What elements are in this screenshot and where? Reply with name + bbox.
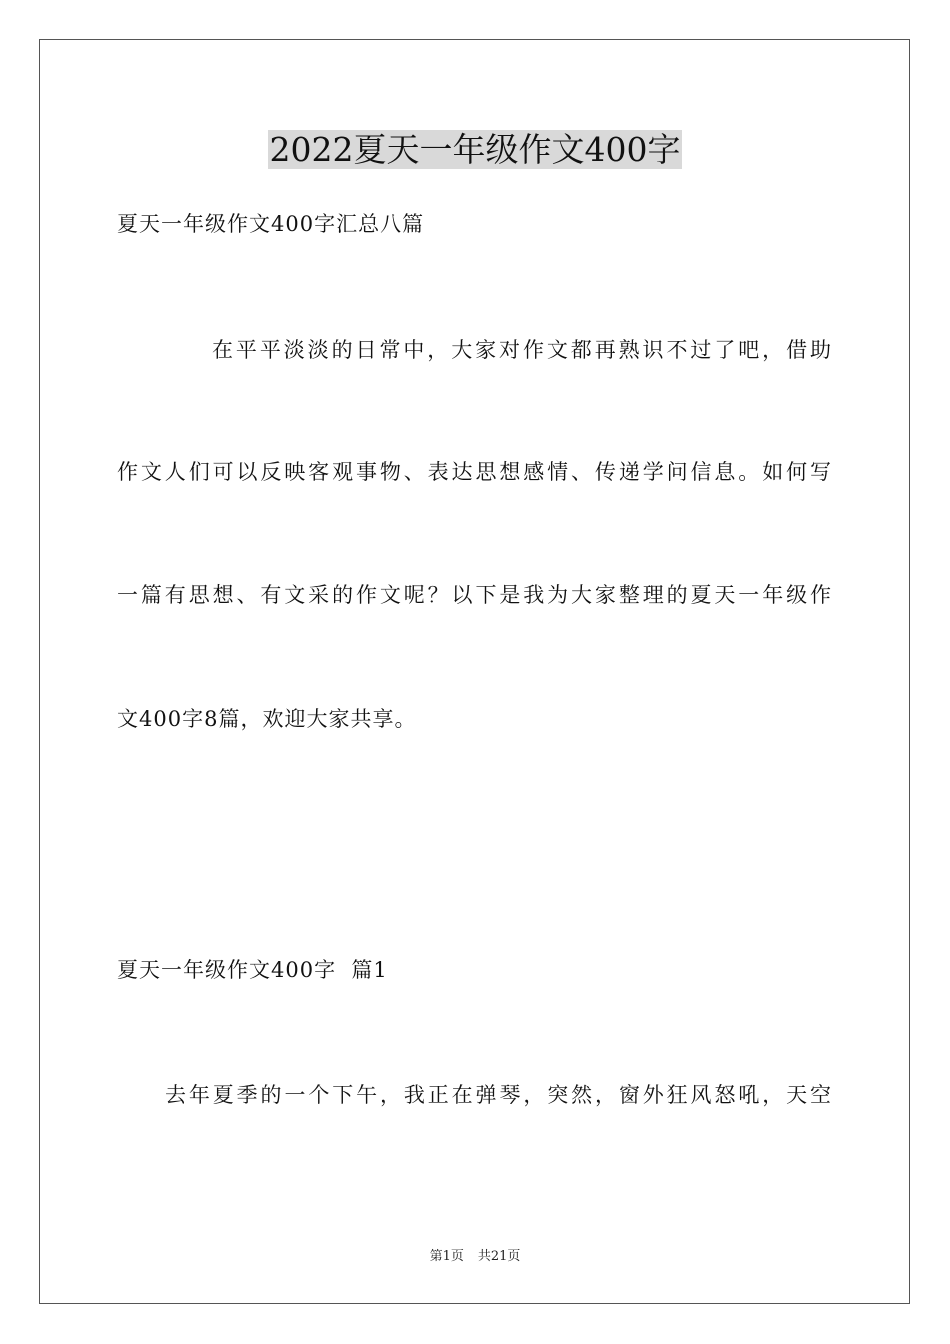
page-number-current: 第1页 [429, 1249, 464, 1264]
intro-line-4: 文400字8篇，欢迎大家共享。 [117, 707, 417, 731]
intro-line-3: 一篇有思想、有文采的作文呢？以下是我为大家整理的夏天一年级作 [117, 583, 831, 607]
intro-line-2: 作文人们可以反映客观事物、表达思想感情、传递学问信息。如何写 [117, 460, 831, 484]
section-paragraph-line-1: 去年夏季的一个下午，我正在弹琴，突然，窗外狂风怒吼，天空 [165, 1083, 831, 1107]
page-number-total: 共21页 [477, 1249, 521, 1264]
document-title [0, 128, 950, 172]
document-subtitle: 夏天一年级作文400字汇总八篇 [117, 212, 425, 236]
page-footer [0, 1248, 950, 1266]
intro-line-1: 在平平淡淡的日常中，大家对作文都再熟识不过了吧，借助 [212, 338, 831, 362]
section-heading: 夏天一年级作文400字 篇1 [117, 958, 388, 982]
document-title-text: 2022夏天一年级作文400字 [269, 130, 681, 169]
